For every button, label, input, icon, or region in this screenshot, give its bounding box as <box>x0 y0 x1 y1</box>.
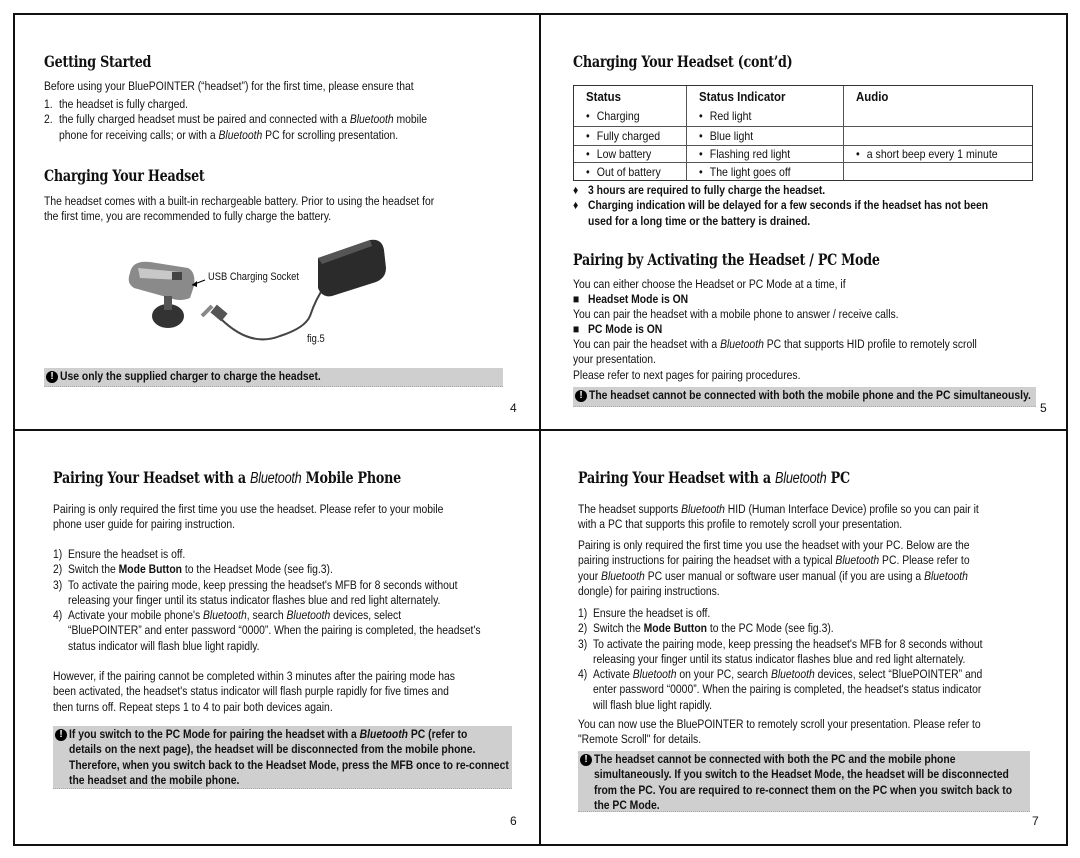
text-line: Pairing is only required the first time you use the headset with your PC. Below are the <box>578 538 970 552</box>
text-segment: to the Headset Mode (see fig.3). <box>181 562 333 577</box>
table-cell <box>844 163 1032 180</box>
cell-text: • Charging <box>586 107 640 126</box>
list-item-text <box>588 183 1059 198</box>
heading-pairing-pc: Pairing Your Headset with a Bluetooth PC <box>578 468 850 487</box>
text-line: Ensure the headset is off. <box>593 606 711 620</box>
text-line <box>68 562 481 577</box>
figure-label: USB Charging Socket <box>208 271 299 283</box>
table-cell <box>687 163 844 180</box>
text-segment: PC for scrolling presentation. <box>262 127 399 142</box>
pc-pairing-steps-list <box>578 606 1051 713</box>
text-segment: Bluetooth <box>203 608 247 623</box>
table-cell <box>687 146 844 162</box>
text-line <box>59 128 446 143</box>
text-segment: Bluetooth <box>286 608 331 623</box>
text-line: then turns off. Repeat steps 1 to 4 to pair both devices again. <box>53 699 333 714</box>
warning-note <box>44 368 503 387</box>
text-line: with a PC that supports this profile to remotely scroll your presentation. <box>578 517 903 532</box>
exclamation-circle-icon: ! <box>575 390 587 402</box>
text-line: You can either choose the Headset or PC Mode at a time, if <box>573 277 846 291</box>
table-cell <box>574 146 687 162</box>
text-segment: Bluetooth <box>770 667 815 682</box>
text-segment: Mode Button <box>643 621 707 636</box>
note-text <box>589 388 1080 403</box>
text-line: your presentation. <box>573 352 656 367</box>
heading-charging: Charging Your Headset <box>44 166 205 185</box>
list-item <box>578 667 1051 713</box>
exclamation-circle-icon: ! <box>46 371 58 383</box>
requirements-list <box>44 97 514 143</box>
mode-intro <box>573 277 894 292</box>
table-cell <box>574 107 687 126</box>
headset-mode-text <box>573 307 956 322</box>
text-line: The headset comes with a built-in rechargeable battery. Prior to using the headset for <box>44 194 435 208</box>
header-cell: Status Indicator <box>687 86 844 107</box>
text-line: been activated, the headset's status indicator will flash purple rapidly for five times and <box>53 684 449 699</box>
text-line: Pairing is only required the first time you use the headset. Please refer to your mobile <box>53 502 444 516</box>
text-line: Use only the supplied charger to charge the headset. <box>60 369 321 383</box>
text-line: enter password “0000”. When the pairing is completed, the headset's status indicator <box>593 682 982 697</box>
text-line <box>593 621 983 636</box>
status-table <box>573 85 1033 181</box>
table-row <box>574 107 1032 126</box>
heading-charging-contd: Charging Your Headset (cont’d) <box>573 52 793 71</box>
text-segment: devices, select “BluePOINTER” and <box>814 667 983 682</box>
warning-note <box>573 387 1036 407</box>
list-item-text <box>68 547 553 562</box>
table-row <box>574 126 1032 145</box>
page-number: 7 <box>1032 814 1039 828</box>
text-line: You can now use the BluePOINTER to remotely scroll your presentation. Please refer to <box>578 717 981 731</box>
list-item-text <box>588 198 1059 229</box>
text-segment: the fully charged headset must be paired and connected with a <box>59 112 350 127</box>
text-segment: Activate your mobile phone's <box>68 608 204 623</box>
text-segment: If you switch to the PC Mode for pairing the headset with a <box>69 727 360 741</box>
list-marker: 1) <box>53 547 63 561</box>
cell-text: • Fully charged <box>586 127 660 146</box>
text-line: "Remote Scroll" for details. <box>578 732 702 747</box>
table-cell <box>574 163 687 180</box>
list-item <box>578 606 1051 621</box>
table-cell <box>687 127 844 145</box>
list-marker: ■ <box>573 322 580 336</box>
list-item-text <box>68 562 553 577</box>
text-segment: on your PC, search <box>676 667 771 682</box>
table-cell <box>844 146 1032 162</box>
list-item <box>53 578 553 609</box>
text-segment: The headset supports <box>578 502 682 516</box>
pairing-timeout-paragraph <box>53 669 526 715</box>
cell-text: • The light goes off <box>699 163 791 181</box>
list-item <box>573 198 1059 229</box>
text-line: “BluePOINTER” and enter password “0000”. When the pairing is completed, the headset's <box>68 623 481 638</box>
text-line: used for a long time or the battery is drained. <box>588 213 811 228</box>
list-item-text <box>593 667 1051 713</box>
cell-text: • Red light <box>699 107 751 126</box>
text-segment: mobile <box>393 112 428 127</box>
text-line: Headset Mode is ON <box>588 292 689 306</box>
table-cell <box>687 107 844 126</box>
list-marker: 1. <box>44 97 53 111</box>
text-segment: Bluetooth <box>349 112 394 127</box>
list-item-text <box>593 621 1051 636</box>
text-line: Please refer to next pages for pairing procedures. <box>573 367 801 382</box>
table-header-row <box>574 86 1032 107</box>
page-number: 5 <box>1040 401 1047 415</box>
text-line: details on the next page), the headset will be disconnected from the mobile phone. <box>69 742 476 757</box>
text-line <box>578 553 970 568</box>
list-item <box>573 322 675 337</box>
text-line <box>68 608 481 623</box>
text-line: Charging indication will be delayed for a few seconds if the headset has not been <box>588 198 989 213</box>
list-marker: 4) <box>53 608 63 623</box>
text-segment: Bluetooth <box>681 502 725 516</box>
text-line: You can pair the headset with a mobile phone to answer / receive calls. <box>573 307 899 321</box>
text-segment: pairing instructions for pairing the headset with a typical <box>578 553 836 568</box>
intro-paragraph <box>44 79 479 94</box>
pc-mode-label <box>573 322 675 337</box>
text-segment: Switch the <box>68 562 119 577</box>
headset-mode-label <box>573 292 706 307</box>
text-segment: devices, select <box>330 608 402 623</box>
list-item-text <box>59 112 514 143</box>
list-item <box>573 183 1059 198</box>
text-line: releasing your finger until its status indicator flashes blue and red light alternately. <box>68 592 441 607</box>
text-segment: your <box>578 568 602 583</box>
text-line <box>578 502 979 517</box>
list-marker: ♦ <box>573 198 579 213</box>
text-line: To activate the pairing mode, keep pressing the headset's MFB for 8 seconds without <box>68 577 458 592</box>
text-line: To activate the pairing mode, keep pressing the headset's MFB for 8 seconds without <box>593 636 983 651</box>
text-segment: Bluetooth <box>720 337 764 351</box>
charging-bullets <box>573 183 1059 229</box>
heading-getting-started: Getting Started <box>44 52 152 71</box>
text-line: phone user guide for pairing instruction. <box>53 517 235 532</box>
charging-figure-image <box>120 238 420 348</box>
list-item-text <box>59 97 514 112</box>
page-number: 6 <box>510 814 517 828</box>
list-marker: ■ <box>573 292 580 306</box>
pc-pairing-intro <box>578 538 1039 599</box>
note-text <box>69 727 586 788</box>
table-cell <box>844 107 1032 126</box>
list-marker: 2) <box>53 562 63 577</box>
text-line: the headset and the mobile phone. <box>69 772 240 787</box>
list-marker: 3) <box>578 636 588 651</box>
table-cell <box>844 127 1032 145</box>
header-cell: Status <box>574 86 687 107</box>
pc-mode-text <box>573 337 1048 383</box>
text-segment: phone for receiving calls; or with a <box>59 127 219 142</box>
cell-text: • a short beep every 1 minute <box>856 146 998 163</box>
list-item-text <box>588 292 706 307</box>
cell-text: • Blue light <box>699 127 753 146</box>
text-line <box>59 112 446 127</box>
text-line: the headset is fully charged. <box>59 97 189 111</box>
note-text <box>60 369 367 384</box>
text-line: The headset cannot be connected with both the PC and the mobile phone <box>594 752 956 766</box>
text-line <box>69 727 509 742</box>
text-segment: PC (refer to <box>408 727 468 741</box>
text-line: Before using your BluePOINTER (“headset”) for the first time, please ensure that <box>44 79 414 93</box>
list-item-text <box>68 608 553 654</box>
page-divider-horizontal <box>13 429 1068 431</box>
page-number: 4 <box>510 401 517 415</box>
text-segment: , search <box>246 608 287 623</box>
text-line: the PC Mode. <box>594 797 660 812</box>
text-line: However, if the pairing cannot be completed within 3 minutes after the pairing mode has <box>53 669 455 683</box>
text-segment: Switch the <box>593 621 644 636</box>
warning-note <box>578 751 1030 812</box>
cell-text: • Out of battery <box>586 163 661 181</box>
table-cell <box>574 127 687 145</box>
list-item <box>578 637 1051 668</box>
heading-pairing-mode: Pairing by Activating the Headset / PC Mode <box>573 250 880 269</box>
text-segment: Bluetooth <box>835 553 880 568</box>
text-segment: Bluetooth <box>632 667 677 682</box>
list-marker: 1) <box>578 606 588 620</box>
cell-text: • Low battery <box>586 146 651 163</box>
table-row <box>574 145 1032 162</box>
list-item <box>53 562 553 577</box>
text-line <box>593 667 983 682</box>
text-line: Ensure the headset is off. <box>68 547 186 561</box>
list-item <box>44 97 514 112</box>
text-segment: HID (Human Interface Device) profile so you can pair it <box>724 502 979 516</box>
list-item-text <box>593 606 1051 621</box>
text-segment: to the PC Mode (see fig.3). <box>706 621 834 636</box>
text-line <box>573 337 977 352</box>
text-line: PC Mode is ON <box>588 322 663 336</box>
figure-caption: fig.5 <box>307 333 325 345</box>
list-item-text <box>593 637 1051 668</box>
list-item <box>573 292 706 307</box>
text-line: 3 hours are required to fully charge the headset. <box>588 183 826 197</box>
list-marker: 2) <box>578 621 588 636</box>
heading-pairing-mobile: Pairing Your Headset with a Bluetooth Mobile Phone <box>53 468 401 487</box>
text-segment: PC. Please refer to <box>879 553 970 568</box>
text-line: status indicator will flash blue light rapidly. <box>68 638 260 653</box>
warning-note <box>53 726 512 789</box>
text-segment: Bluetooth <box>601 568 645 583</box>
text-segment: Bluetooth <box>218 127 263 142</box>
headset-illustration <box>129 262 195 328</box>
charging-paragraph <box>44 194 503 225</box>
list-marker: ♦ <box>573 183 579 197</box>
text-segment: Bluetooth <box>359 727 409 741</box>
table-row <box>574 162 1032 180</box>
text-line: releasing your finger until its status indicator flashes blue and red light alternately. <box>593 651 966 666</box>
exclamation-circle-icon: ! <box>580 754 592 766</box>
list-item-text <box>68 578 553 609</box>
text-line <box>578 569 970 584</box>
charger-illustration <box>318 240 386 297</box>
text-segment: Bluetooth <box>924 568 968 583</box>
text-line: dongle) for pairing instructions. <box>578 583 720 598</box>
note-text <box>594 752 1080 813</box>
cell-text: • Flashing red light <box>699 146 790 163</box>
text-line: Therefore, when you switch back to the Headset Mode, press the MFB once to re-connect <box>69 757 509 772</box>
text-line: The headset cannot be connected with both the mobile phone and the PC simultaneously. <box>589 388 1031 402</box>
insert-arrow <box>202 306 212 316</box>
text-segment: PC user manual or software user manual (if you are using a <box>644 568 925 583</box>
text-segment: PC that supports HID profile to remotely scroll <box>763 337 977 351</box>
text-segment: Activate <box>593 667 633 682</box>
remote-scroll-paragraph <box>578 717 1052 748</box>
exclamation-circle-icon: ! <box>55 729 67 741</box>
list-item <box>53 547 553 562</box>
header-cell: Audio <box>856 89 889 104</box>
text-line: from the PC. You are required to re-connect them on the PC when you switch back to <box>594 782 1013 797</box>
list-marker: 2. <box>44 112 53 127</box>
text-line: will flash blue light rapidly. <box>593 697 712 712</box>
pairing-steps-list <box>53 547 553 654</box>
list-item <box>578 621 1051 636</box>
text-line: simultaneously. If you switch to the Headset Mode, the headset will be disconnected <box>594 767 1009 782</box>
list-marker: 3) <box>53 577 63 592</box>
list-item <box>53 608 553 654</box>
pairing-intro <box>53 502 512 533</box>
list-item-text <box>588 322 675 337</box>
text-segment: Mode Button <box>118 562 182 577</box>
list-marker: 4) <box>578 667 588 682</box>
hid-paragraph <box>578 502 1050 533</box>
text-segment: You can pair the headset with a <box>573 337 721 351</box>
text-line: the first time, you are recommended to fully charge the battery. <box>44 209 332 224</box>
list-item <box>44 112 514 143</box>
